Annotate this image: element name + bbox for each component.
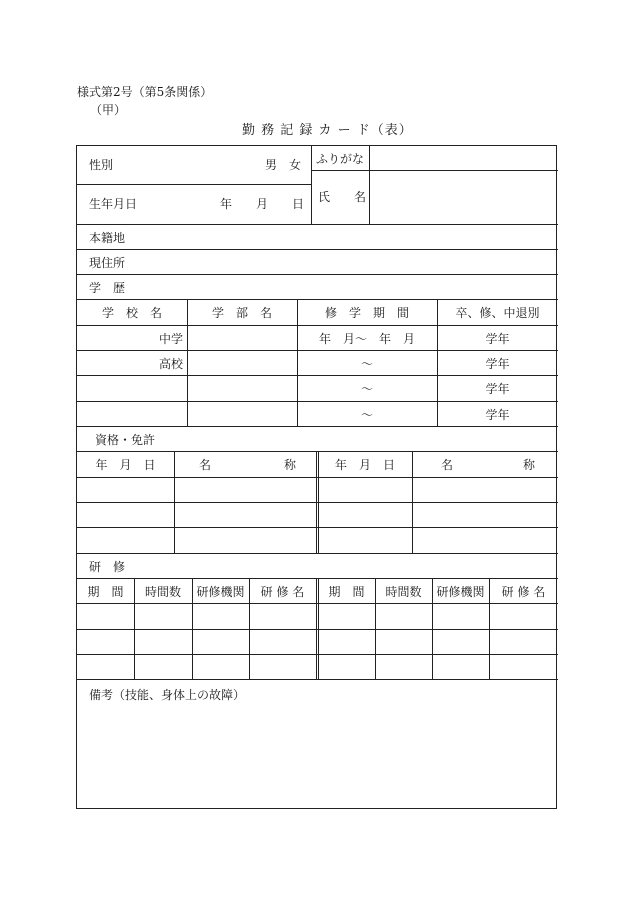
training-institution-header: 研修機関 [196,585,245,599]
name-field[interactable] [370,172,556,222]
grade-cell: 学年 [485,408,510,422]
furigana-label: ふりがな [316,152,365,166]
study-period-header: 修 学 期 間 [324,306,409,320]
qualification-name-header-a: 名 [441,458,454,472]
record-card-form [76,145,557,809]
qualification-date-header: 年 月 日 [95,458,156,472]
form-sub-label: （甲） [90,103,127,117]
remarks-field[interactable] [78,706,556,806]
qualifications-section-label: 資格・免許 [95,433,156,447]
qualification-name-header-b: 称 [523,458,536,472]
training-period-header: 期 間 [328,585,365,599]
qualification-name-header-b: 称 [284,458,297,472]
study-period-cell: ～ [360,408,373,422]
grade-cell: 学年 [485,332,510,346]
grade-cell: 学年 [485,357,510,371]
training-name-header: 研 修 名 [260,585,305,599]
honseki-label: 本籍地 [89,231,126,245]
qualification-date-header: 年 月 日 [334,458,395,472]
birth-day-label: 日 [292,197,305,211]
furigana-field[interactable] [370,147,556,169]
faculty-header: 学 部 名 [211,306,272,320]
gender-label: 性別 [89,158,114,172]
school-name-cell: 高校 [159,357,184,371]
graduation-status-header: 卒、修、中退別 [455,306,540,320]
education-section-label: 学 歴 [89,281,126,295]
birth-month-label: 月 [256,197,269,211]
study-period-cell: 年 月～ 年 月 [318,332,415,346]
training-period-header: 期 間 [87,585,124,599]
birth-year-label: 年 [220,197,233,211]
genjusho-label: 現住所 [89,256,126,270]
school-name-header: 学 校 名 [101,306,162,320]
training-hours-header: 時間数 [144,585,181,599]
training-hours-header: 時間数 [385,585,422,599]
birthdate-label: 生年月日 [89,197,138,211]
grade-cell: 学年 [485,382,510,396]
training-section-label: 研 修 [89,560,126,574]
name-label: 氏 名 [318,190,367,204]
form-number: 様式第2号（第5条関係） [77,85,213,99]
training-name-header: 研 修 名 [501,585,546,599]
study-period-cell: ～ [360,382,373,396]
gender-options[interactable]: 男 女 [265,158,302,172]
study-period-cell: ～ [360,357,373,371]
remarks-label: 備考（技能、身体上の故障） [89,688,246,702]
page-title: 勤 務 記 録 カ ー ド（表） [242,123,413,138]
school-name-cell: 中学 [159,332,184,346]
qualification-name-header-a: 名 [199,458,212,472]
training-institution-header: 研修機関 [436,585,485,599]
